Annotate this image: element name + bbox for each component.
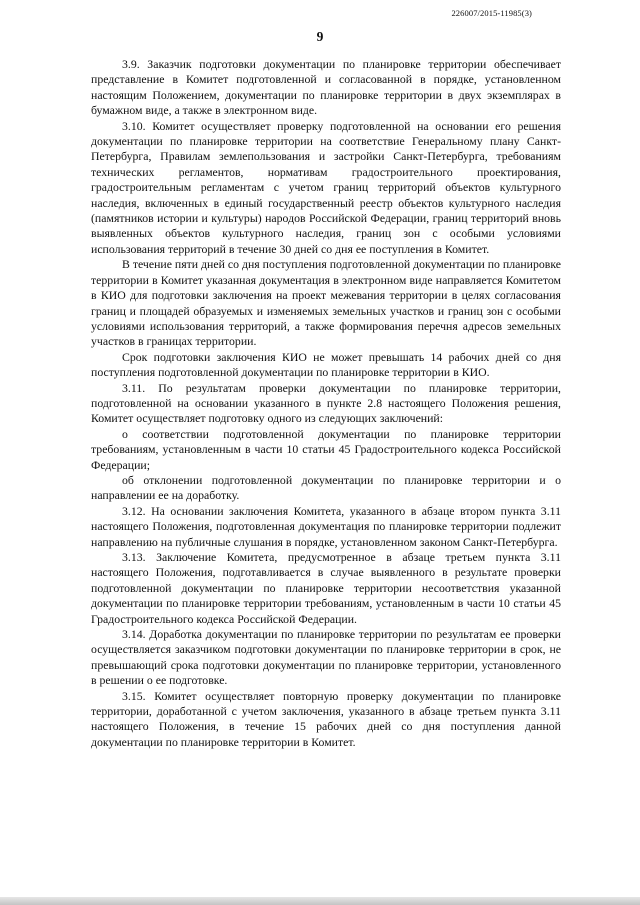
paragraph-3-15: 3.15. Комитет осуществляет повторную проверку документации по планировке территории, доработанной с учетом заключения, указанного в абзаце третьем пункта 3.11 настоящего Положения, в течение 15 рабочих дней со дня поступления данной документации по планировке территории в Комитет. (91, 688, 561, 749)
paragraph-3-14: 3.14. Доработка документации по планировке территории по результатам ее проверки осуществляется заказчиком подготовки документации по планировке территории в срок, не превышающий срока подготовки документации по планировке территории, установленного в решении о ее подготовке. (91, 627, 561, 688)
paragraph-3-11: 3.11. По результатам проверки документации по планировке территории, подготовленной на основании указанного в пункте 2.8 настоящего Положения решения, Комитет осуществляет подготовку одного из следующих заключений: (91, 380, 561, 426)
paragraph-3-10: 3.10. Комитет осуществляет проверку подготовленной на основании его решения документации по планировке территории на соответствие Генеральному плану Санкт-Петербурга, Правилам землепользования и застройки Санкт-Петербурга, требованиям технических регламентов, нормативам градостроительного проектирования, градостроительным регламентам с учетом границ территорий объектов культурного наследия, включенных в единый государственный реестр объектов культурного наследия (памятников истории и культуры) народов Российской Федерации, границ территорий вновь выявленных объектов культурного наследия, границ зон с особыми условиями использования территорий в течение 30 дней со дня ее поступления в Комитет. (91, 118, 561, 256)
paragraph-3-9: 3.9. Заказчик подготовки документации по планировке территории обеспечивает представление в Комитет подготовленной и согласованной в порядке, установленном настоящим Положением, документации по планировке территории в двух экземплярах в бумажном виде, а также в электронном виде. (91, 57, 561, 118)
paragraph-3-10-kio-deadline: Срок подготовки заключения КИО не может превышать 14 рабочих дней со дня поступления подготовленной документации по планировке территории в КИО. (91, 349, 561, 380)
paragraph-3-10-kio-submission: В течение пяти дней со дня поступления подготовленной документации по планировке территории в Комитет указанная документация в электронном виде направляется Комитетом в КИО для подготовки заключения на проект межевания территории в целях согласования границ и площадей образуемых и изменяемых земельных участков и границ зон с особыми условиями использования территорий, а также формирования перечня адресов земельных участков в границах территории. (91, 257, 562, 349)
paragraph-3-11-rejection: об отклонении подготовленной документации по планировке территории и о направлении ее на доработку. (91, 472, 561, 503)
paragraph-3-13: 3.13. Заключение Комитета, предусмотренное в абзаце третьем пункта 3.11 настоящего Положения, подготавливается в случае выявленного в результате проверки подготовленной документации по планировке территории несоответствия указанной документации по планировке территории требованиям, установленным в части 10 статьи 45 Градостроительного кодекса Российской Федерации. (91, 550, 561, 626)
page-number: 9 (316, 29, 324, 44)
paragraph-3-12: 3.12. На основании заключения Комитета, указанного в абзаце втором пункта 3.11 настоящего Положения, подготовленная документация по планировке территории подлежит направлению на публичные слушания в порядке, установленном законом Санкт-Петербурга. (91, 503, 561, 549)
scan-edge-shadow (0, 897, 640, 905)
paragraph-3-11-compliance: о соответствии подготовленной документации по планировке территории требованиям, установленным в части 10 статьи 45 Градостроительного кодекса Российской Федерации; (91, 426, 561, 472)
document-body (91, 57, 561, 750)
document-id: 226007/2015-11985(3) (451, 8, 532, 18)
